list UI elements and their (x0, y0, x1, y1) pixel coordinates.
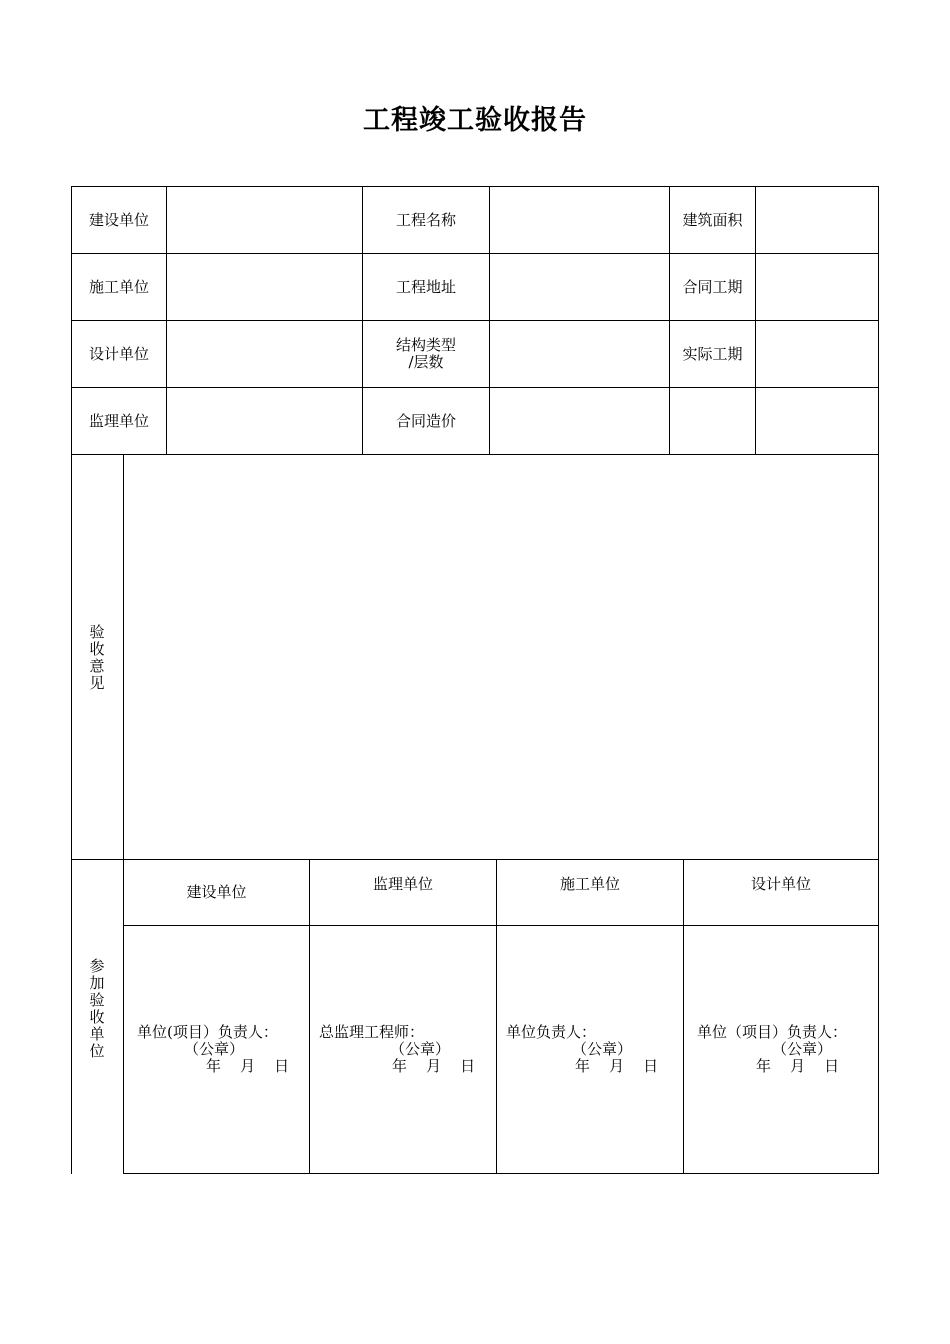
signature-block-design[interactable] (684, 926, 878, 1173)
value-supervision-unit[interactable] (167, 388, 362, 454)
signer-label: 单位（项目）负责人： (697, 1023, 848, 1041)
date-label: 年 月 日 (575, 1057, 659, 1075)
date-label: 年 月 日 (392, 1057, 476, 1075)
label-participating-units (87, 958, 107, 1060)
value-building-area[interactable] (756, 187, 878, 253)
header-design-unit: 设计单位 (750, 874, 811, 893)
label-contract-period: 合同工期 (682, 277, 743, 296)
label-structure-type-line1: 结构类型 (395, 336, 456, 354)
label-acceptance-opinion (87, 624, 107, 692)
label-actual-period: 实际工期 (682, 344, 743, 363)
seal-label: （公章） (572, 1040, 633, 1058)
seal-label: （公章） (184, 1040, 245, 1058)
label-structure-type (363, 321, 489, 387)
signature-block-construction[interactable] (124, 926, 309, 1173)
value-design-unit[interactable] (167, 321, 362, 387)
label-char: 参 (89, 957, 105, 975)
label-char: 收 (89, 640, 105, 658)
date-label: 年 月 日 (756, 1057, 840, 1075)
signer-label: 总监理工程师： (319, 1023, 425, 1041)
value-contract-price[interactable] (490, 388, 669, 454)
value-contractor[interactable] (167, 254, 362, 320)
header-supervision-unit: 监理单位 (372, 874, 433, 893)
value-structure-type[interactable] (490, 321, 669, 387)
signer-label: 单位负责人： (506, 1023, 597, 1041)
label-structure-type-line2: /层数 (408, 353, 444, 371)
value-contract-period[interactable] (756, 254, 878, 320)
empty-value-cell[interactable] (756, 388, 878, 454)
table-border-right (878, 186, 879, 1174)
signature-block-supervision[interactable] (310, 926, 496, 1173)
header-contractor: 施工单位 (559, 874, 620, 893)
document-title: 工程竣工验收报告 (363, 105, 587, 136)
value-actual-period[interactable] (756, 321, 878, 387)
value-project-name[interactable] (490, 187, 669, 253)
label-contract-price: 合同造价 (395, 411, 456, 430)
seal-label: （公章） (390, 1040, 451, 1058)
value-project-address[interactable] (490, 254, 669, 320)
acceptance-opinion-area[interactable] (124, 455, 878, 859)
label-char: 意 (89, 657, 105, 675)
label-project-name: 工程名称 (395, 210, 456, 229)
label-char: 位 (89, 1042, 105, 1060)
label-supervision-unit: 监理单位 (88, 411, 149, 430)
empty-label-cell (670, 388, 755, 454)
label-building-area: 建筑面积 (682, 210, 743, 229)
label-project-address: 工程地址 (395, 277, 456, 296)
seal-label: （公章） (772, 1040, 833, 1058)
label-char: 见 (89, 674, 105, 692)
signature-block-contractor[interactable] (497, 926, 683, 1173)
label-char: 收 (89, 1008, 105, 1026)
label-char: 验 (89, 991, 105, 1009)
table-border-bottom (123, 1173, 879, 1174)
header-construction-unit: 建设单位 (186, 883, 247, 901)
value-construction-unit[interactable] (167, 187, 362, 253)
label-char: 验 (89, 623, 105, 641)
label-construction-unit: 建设单位 (88, 210, 149, 229)
signer-label: 单位(项目）负责人： (137, 1023, 278, 1041)
label-design-unit: 设计单位 (88, 344, 149, 363)
date-label: 年 月 日 (206, 1057, 290, 1075)
label-contractor: 施工单位 (88, 277, 149, 296)
label-char: 加 (89, 974, 105, 992)
label-char: 单 (89, 1025, 105, 1043)
